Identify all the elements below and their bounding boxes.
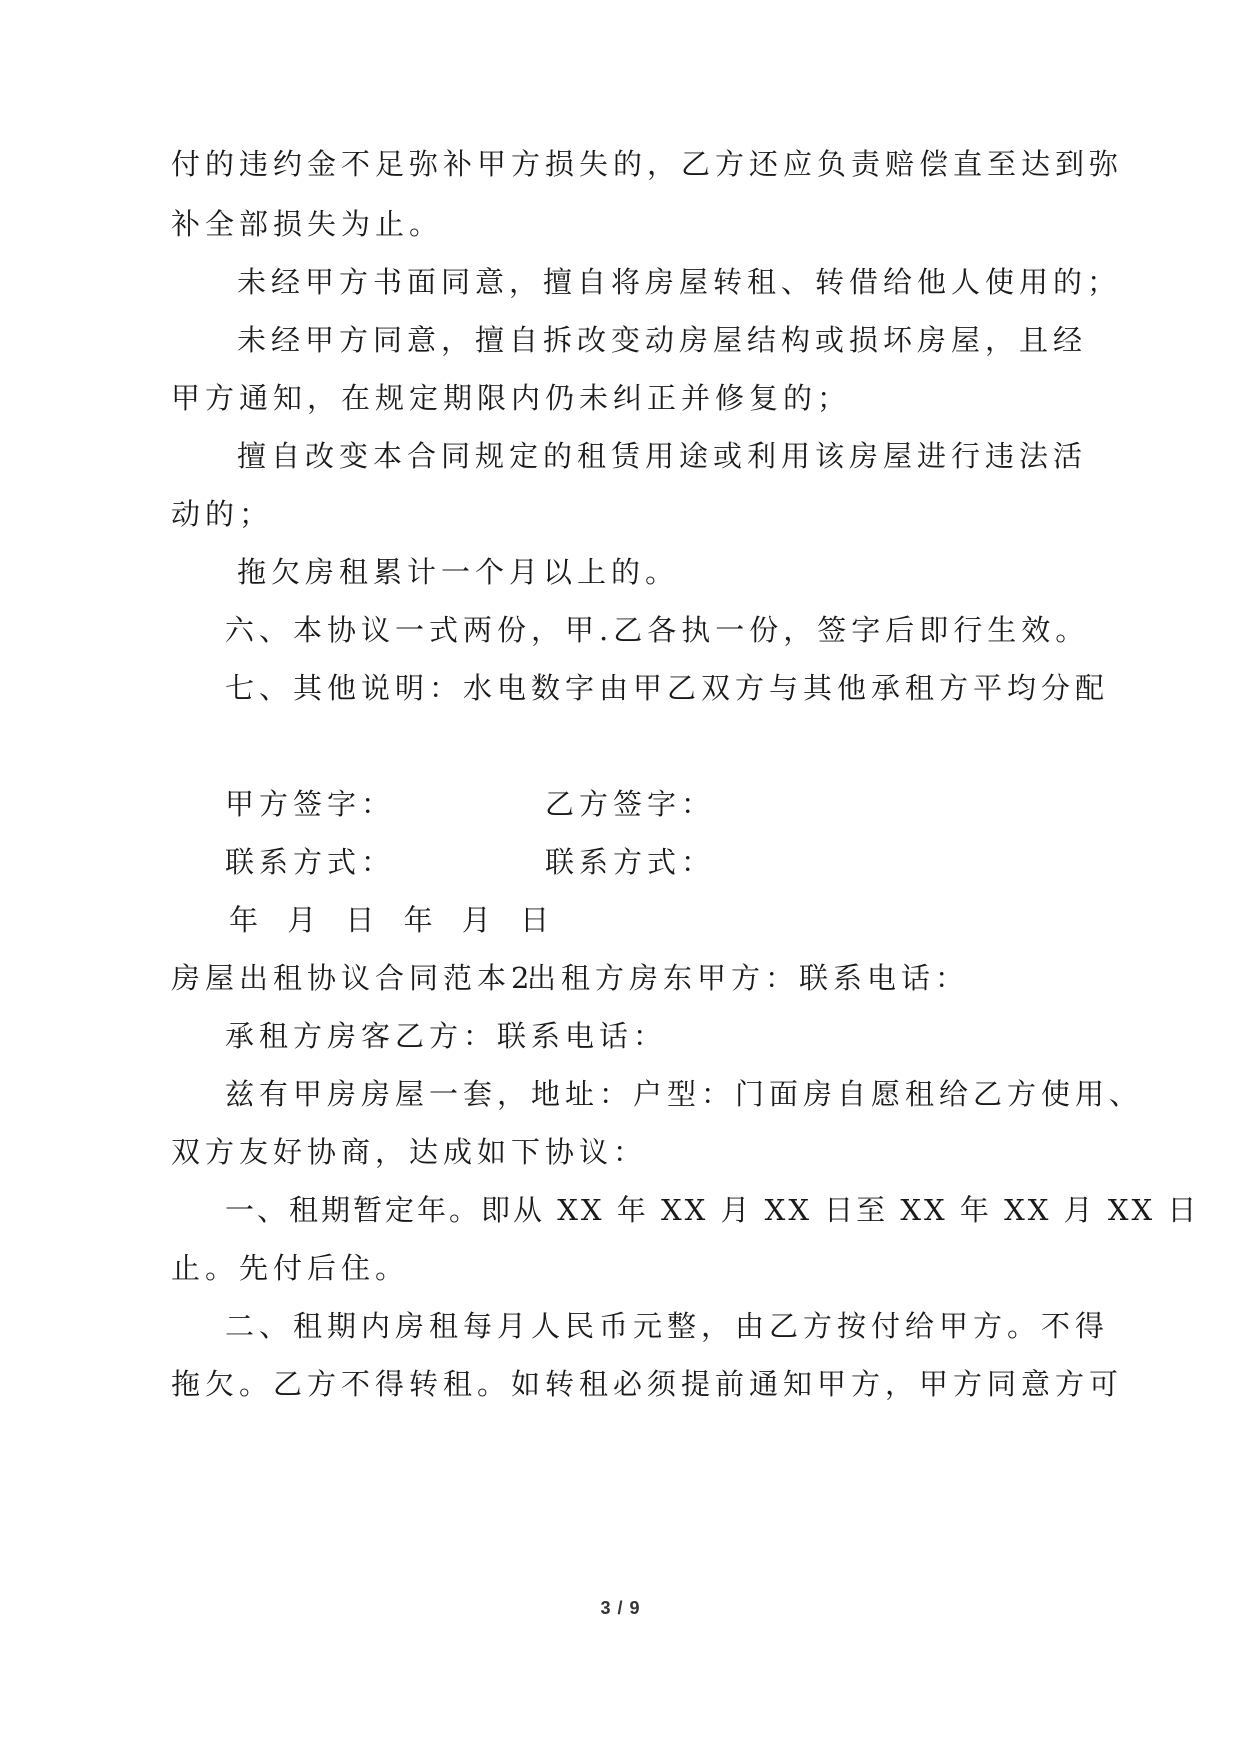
paragraph-line: 未经甲方书面同意，擅自将房屋转租、转借给他人使用的； — [237, 265, 1122, 299]
clause-six: 六、本协议一式两份，甲.乙各执一份，签字后即行生效。 — [225, 613, 1090, 647]
paragraph-line: 拖欠房租累计一个月以上的。 — [237, 555, 680, 589]
paragraph-line: 拖欠。乙方不得转租。如转租必须提前通知甲方，甲方同意方可 — [171, 1367, 1124, 1401]
paragraph-line: 未经甲方同意，擅自拆改变动房屋结构或损坏房屋，且经 — [237, 323, 1088, 357]
page-number: 3 / 9 — [600, 1598, 641, 1618]
paragraph-line: 止。先付后住。 — [171, 1251, 410, 1285]
contract-2-title: 房屋出租协议合同范本2 — [171, 961, 535, 995]
lessee-line: 承租方房客乙方：联系电话： — [225, 1019, 668, 1053]
party-b-signature-label: 乙方签字： — [545, 787, 716, 821]
paragraph-line: 双方友好协商，达成如下协议： — [171, 1135, 648, 1169]
date-line: 年 月 日 年 月 日 — [229, 903, 555, 937]
clause-seven: 七、其他说明：水电数字由甲乙双方与其他承租方平均分配 — [225, 671, 1110, 705]
party-b-contact-label: 联系方式： — [545, 845, 716, 879]
paragraph-line: 擅自改变本合同规定的租赁用途或利用该房屋进行违法活 — [237, 439, 1088, 473]
paragraph-line: 补全部损失为止。 — [171, 207, 444, 241]
party-a-contact-label: 联系方式： — [225, 845, 396, 879]
paragraph-line: 甲方通知，在规定期限内仍未纠正并修复的； — [171, 381, 852, 415]
term-two-line: 二、租期内房租每月人民币元整，由乙方按付给甲方。不得 — [225, 1309, 1110, 1343]
paragraph-line: 动的； — [171, 497, 274, 531]
paragraph-line: 付的违约金不足弥补甲方损失的，乙方还应负责赔偿直至达到弥 — [171, 147, 1124, 181]
party-a-signature-label: 甲方签字： — [225, 787, 396, 821]
lessor-line: 出租方房东甲方：联系电话： — [527, 961, 970, 995]
paragraph-line: 兹有甲房房屋一套，地址：户型：门面房自愿租给乙方使用、 — [225, 1077, 1144, 1111]
term-one-line: 一、租期暂定年。即从 XX 年 XX 月 XX 日至 XX 年 XX 月 XX 日 — [225, 1193, 1200, 1227]
